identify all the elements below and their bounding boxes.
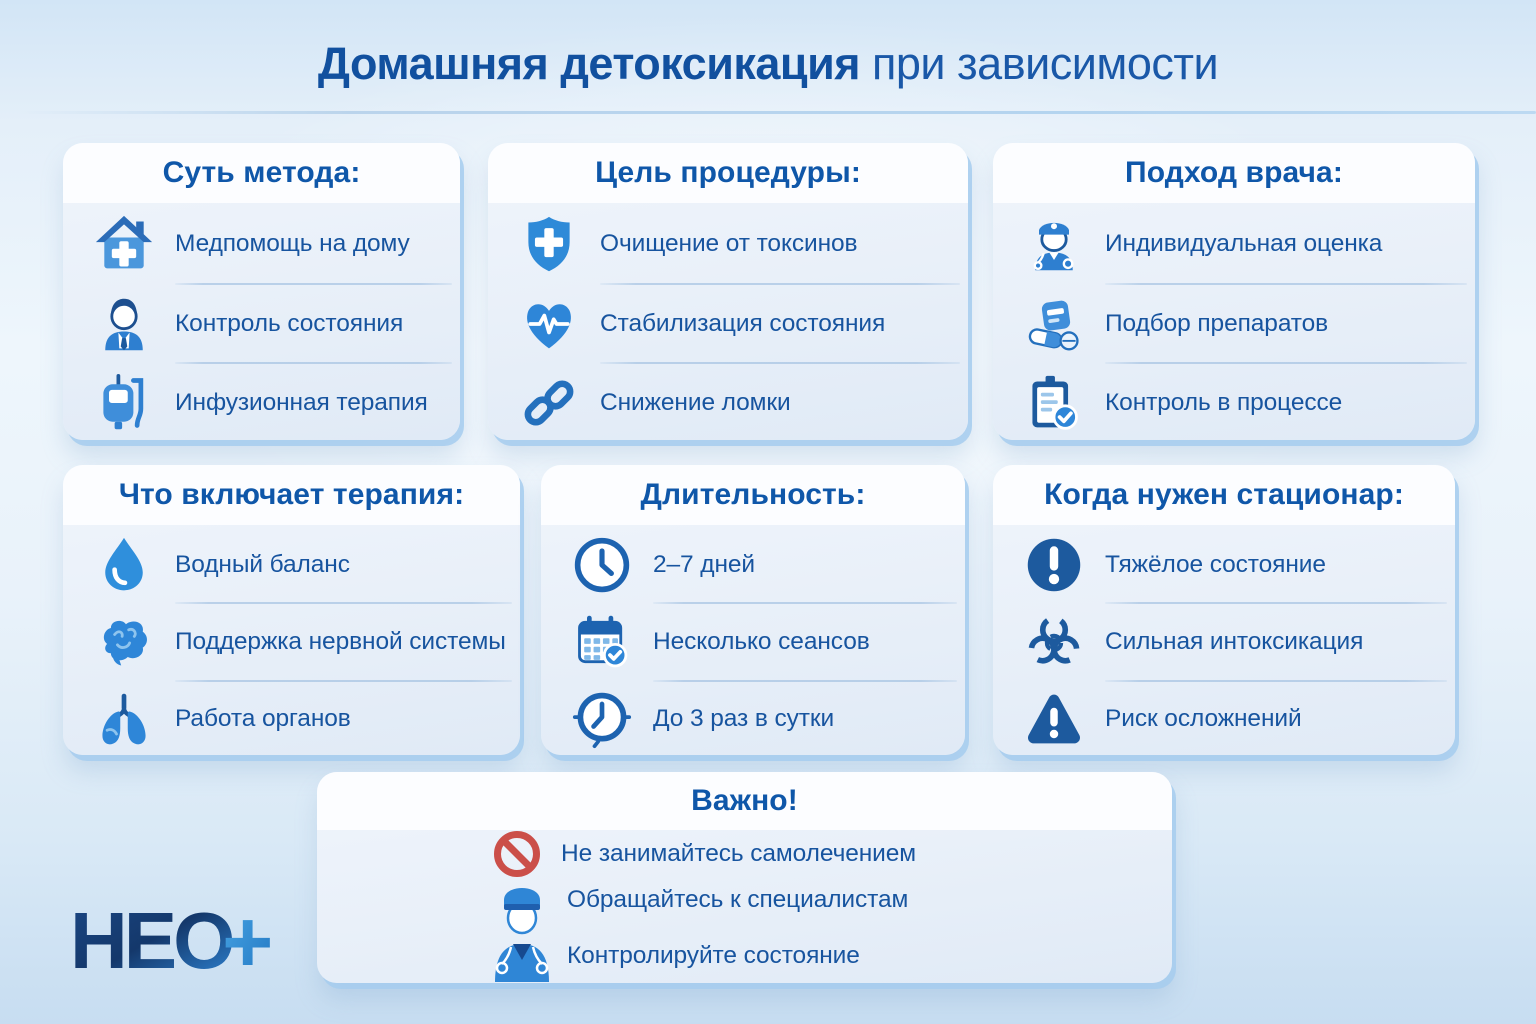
important-duo <box>489 878 1172 983</box>
item-label: Тяжёлое состояние <box>1105 550 1326 578</box>
list-item <box>63 205 460 283</box>
item-label: Работа органов <box>175 705 351 733</box>
alarm-clock-icon <box>571 688 633 750</box>
card-heading: Цель процедуры: <box>595 156 861 189</box>
page-title-bold: Домашняя детоксикация <box>317 38 861 89</box>
item-label: Контролируйте состояние <box>567 942 860 969</box>
clipboard-check-icon <box>1023 372 1085 434</box>
card-heading: Что включает терапия: <box>118 478 465 511</box>
pills-icon <box>1023 293 1085 355</box>
chain-icon <box>518 372 580 434</box>
item-label: Риск осложнений <box>1105 705 1302 733</box>
card-header <box>63 143 460 203</box>
iv-drip-icon <box>93 372 155 434</box>
house-cross-icon <box>93 213 155 275</box>
item-label: Не занимайтесь самолечением <box>561 840 917 867</box>
list-item <box>63 604 520 679</box>
exclamation-circle-icon <box>1023 534 1085 596</box>
list-item <box>489 830 1172 878</box>
card-heading: Суть метода: <box>162 156 361 189</box>
item-label: Очищение от токсинов <box>600 229 858 257</box>
card-therapy-includes <box>63 465 520 755</box>
card-method <box>63 143 460 440</box>
item-label: Подбор препаратов <box>1105 309 1329 337</box>
logo-plus-icon: + <box>222 892 274 991</box>
item-label: 2–7 дней <box>653 550 756 578</box>
list-item <box>541 682 965 755</box>
list-item <box>488 205 968 283</box>
card-important <box>317 772 1172 983</box>
water-drop-icon <box>93 534 155 596</box>
list-item <box>993 527 1455 602</box>
list-item <box>993 205 1475 283</box>
item-label: Инфузионная терапия <box>175 389 428 417</box>
logo-text: НЕО <box>70 896 232 985</box>
list-item <box>993 604 1455 679</box>
item-label: Несколько сеансов <box>653 627 870 655</box>
card-heading: Подход врача: <box>1125 156 1343 189</box>
item-label: До 3 раз в сутки <box>653 705 835 733</box>
shield-cross-icon <box>518 213 580 275</box>
list-item <box>488 364 968 440</box>
card-header <box>317 772 1172 830</box>
item-label: Поддержка нервной системы <box>175 627 506 655</box>
important-text-column <box>567 886 908 970</box>
item-label: Стабилизация состояния <box>600 309 886 337</box>
list-item <box>541 604 965 679</box>
page-title <box>0 38 1536 90</box>
card-hospital-needed <box>993 465 1455 755</box>
brain-icon <box>93 611 155 673</box>
card-header <box>993 143 1475 203</box>
list-item <box>488 285 968 363</box>
list-item <box>63 364 460 440</box>
card-header <box>488 143 968 203</box>
list-item <box>993 285 1475 363</box>
item-label: Снижение ломки <box>600 389 791 417</box>
card-goal <box>488 143 968 440</box>
card-heading: Длительность: <box>640 478 866 511</box>
card-header <box>63 465 520 525</box>
card-heading: Когда нужен стационар: <box>1044 478 1404 511</box>
lungs-icon <box>93 688 155 750</box>
doctor-cap-icon <box>1023 213 1085 275</box>
item-label: Контроль состояния <box>175 309 404 337</box>
card-doctor-approach <box>993 143 1475 440</box>
list-item <box>63 682 520 755</box>
item-label: Контроль в процессе <box>1105 389 1343 417</box>
doctor-icon <box>93 293 155 355</box>
list-item <box>541 527 965 602</box>
item-label: Сильная интоксикация <box>1105 627 1364 655</box>
card-heading: Важно! <box>691 784 798 817</box>
page-title-regular: при зависимости <box>860 38 1219 89</box>
card-header <box>541 465 965 525</box>
clock-icon <box>571 534 633 596</box>
list-item <box>993 364 1475 440</box>
brand-logo <box>70 892 306 992</box>
card-header <box>993 465 1455 525</box>
warning-triangle-icon <box>1023 688 1085 750</box>
card-duration <box>541 465 965 755</box>
biohazard-icon <box>1023 611 1085 673</box>
calendar-check-icon <box>571 611 633 673</box>
list-item <box>63 527 520 602</box>
heart-pulse-icon <box>518 293 580 355</box>
item-label: Водный баланс <box>175 550 350 578</box>
surgeon-icon <box>489 878 555 983</box>
item-label: Медпомощь на дому <box>175 229 410 257</box>
prohibition-icon <box>489 830 545 878</box>
list-item <box>63 285 460 363</box>
title-divider <box>18 111 1536 114</box>
item-label: Обращайтесь к специалистам <box>567 886 909 913</box>
list-item <box>993 682 1455 755</box>
item-label: Индивидуальная оценка <box>1105 229 1383 257</box>
